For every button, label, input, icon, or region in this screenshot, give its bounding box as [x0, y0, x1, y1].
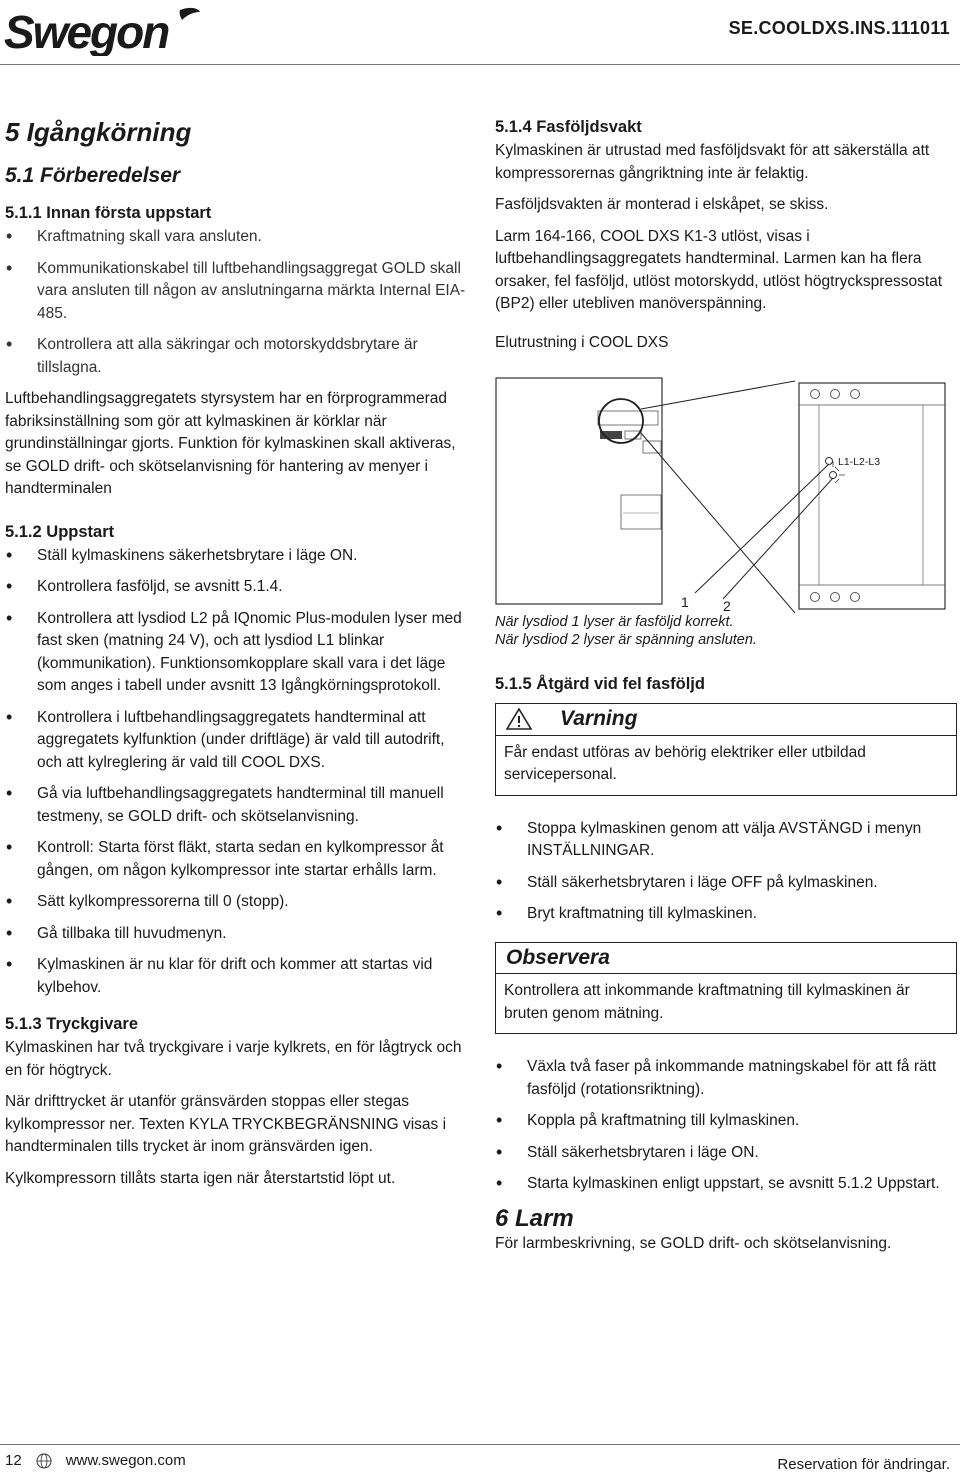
section-title-5-1: 5.1 Förberedelser [5, 164, 181, 187]
bullet-list-5-1-1 [5, 226, 467, 379]
list-item: • Sätt kylkompressorerna till 0 (stopp). [5, 891, 467, 914]
globe-icon [36, 1453, 52, 1469]
list-item: • Stoppa kylmaskinen genom att välja AVSTÄNGD i menyn INSTÄLLNINGAR. [495, 818, 957, 863]
caption-line: När lysdiod 2 lyser är spänning ansluten. [495, 632, 757, 648]
list-item: • Kraftmatning skall vara ansluten. [5, 226, 467, 249]
list-item: • Bryt kraftmatning till kylmaskinen. [495, 903, 957, 926]
cabinet-sketch [495, 363, 957, 613]
section-title-5-1-4: 5.1.4 Fasföljdsvakt [495, 118, 642, 136]
section-title-6: 6 Larm [495, 1204, 574, 1232]
list-item: • Gå via luftbehandlingsaggregatets handterminal till manuell testmeny, se GOLD drift- och skötselanvisning. [5, 783, 467, 828]
caption-line: När lysdiod 1 lyser är fasföljd korrekt. [495, 614, 734, 630]
page-number: 12 [5, 1452, 22, 1469]
warning-text: Får endast utföras av behörig elektriker eller utbildad servicepersonal. [504, 743, 866, 783]
list-item: • Ställ säkerhetsbrytaren i läge OFF på kylmaskinen. [495, 872, 957, 895]
paragraph: Fasföljdsvakten är monterad i elskåpet, se skiss. [495, 196, 829, 213]
right-column [495, 116, 957, 1264]
list-item: • Ställ säkerhetsbrytaren i läge ON. [495, 1142, 957, 1165]
note-box [495, 942, 957, 1035]
warning-box [495, 703, 957, 796]
footer-divider [0, 1444, 960, 1445]
footer-left [5, 1452, 186, 1469]
paragraph: När drifttrycket är utanför gränsvärden stoppas eller stegas kylkompressor ner. Texten KYLA TRYCKBEGRÄNSNING visas i handterminalen tills trycket är inom gränsvärden igen. [5, 1093, 447, 1155]
paragraph: Kylkompressorn tillåts starta igen när återstartstid löpt ut. [5, 1169, 396, 1187]
warning-triangle-icon [506, 708, 532, 730]
list-item: • Växla två faser på inkommande matningskabel för att få rätt fasföljd (rotationsriktning). [495, 1056, 957, 1101]
list-item: • Kontrollera att alla säkringar och motorskyddsbrytare är tillslagna. [5, 334, 467, 379]
electrical-cabinet-figure [495, 363, 957, 613]
footer-disclaimer: Reservation för ändringar. [777, 1456, 950, 1473]
document-code: SE.COOLDXS.INS.111011 [728, 18, 950, 38]
paragraph: Kylmaskinen är utrustad med fasföljdsvakt för att säkerställa att kompressorernas gångriktning inte är felaktig. [495, 142, 930, 182]
swegon-logo [4, 4, 204, 56]
note-text: Kontrollera att inkommande kraftmatning till kylmaskinen är bruten genom mätning. [504, 982, 910, 1022]
list-item: • Starta kylmaskinen enligt uppstart, se avsnitt 5.1.2 Uppstart. [495, 1173, 957, 1196]
callout-1: 1 [681, 594, 689, 610]
list-item: • Kontrollera att lysdiod L2 på IQnomic Plus-modulen lyser med fast sken (matning 24 V), och att lysdiod L1 blinkar (kommunikation). Funktionsomkopplare skall vara i det läge som anges i tabell under avsnitt 13 Igångkörningsprotokoll. [5, 608, 467, 698]
section-title-5-1-2: 5.1.2 Uppstart [5, 522, 115, 541]
paragraph: För larmbeskrivning, se GOLD drift- och skötselanvisning. [495, 1234, 892, 1252]
list-item: • Koppla på kraftmatning till kylmaskinen. [495, 1110, 957, 1133]
section-title-5: 5 Igångkörning [5, 117, 192, 147]
bullet-list-5-1-5-a [495, 818, 957, 926]
section-title-5-1-5: 5.1.5 Åtgärd vid fel fasföljd [495, 675, 705, 693]
paragraph: Kylmaskinen har två tryckgivare i varje kylkrets, en för lågtryck och en för högtryck. [5, 1039, 462, 1079]
brand-wordmark: Swegon [4, 6, 169, 56]
figure-caption [495, 613, 957, 649]
list-item: • Kontrollera fasföljd, se avsnitt 5.1.4. [5, 576, 467, 599]
device-phase-label: L1-L2-L3 [838, 456, 881, 468]
header-divider [0, 64, 960, 65]
list-item: • Kommunikationskabel till luftbehandlingsaggregat GOLD skall vara ansluten till någon av anslutningarna märkta Internal EIA-485. [5, 258, 467, 326]
left-column [5, 116, 467, 1199]
list-item: • Kontrollera i luftbehandlingsaggregatets handterminal att aggregatets kylfunktion (under driftläge) är vald till autodrift, och att kylreglering är vald till COOL DXS. [5, 707, 467, 775]
list-item: • Ställ kylmaskinens säkerhetsbrytare i läge ON. [5, 545, 467, 568]
list-item: • Kylmaskinen är nu klar för drift och kommer att startas vid kylbehov. [5, 954, 467, 999]
list-item: • Gå tillbaka till huvudmenyn. [5, 923, 467, 946]
paragraph: Larm 164-166, COOL DXS K1-3 utlöst, visas i luftbehandlingsaggregatets handterminal. Larmen kan ha flera orsaker, fel fasföljd, utlöst motorskydd, utlöst högtryckspressostat (BP2) eller utebliven manöverspänning. [495, 227, 943, 312]
list-item: • Kontroll: Starta först fläkt, starta sedan en kylkompressor åt gången, om någon kylkompressor inte startar erhålls larm. [5, 837, 467, 882]
bullet-list-5-1-2 [5, 545, 467, 1000]
figure-title: Elutrustning i COOL DXS [495, 333, 669, 351]
warning-title: Varning [560, 707, 638, 730]
section-title-5-1-3: 5.1.3 Tryckgivare [5, 1015, 139, 1033]
note-title: Observera [506, 945, 610, 969]
section-title-5-1-1: 5.1.1 Innan första uppstart [5, 204, 212, 222]
callout-2: 2 [723, 598, 731, 614]
bullet-list-5-1-5-b [495, 1056, 957, 1196]
paragraph: Luftbehandlingsaggregatets styrsystem har en förprogrammerad fabriksinställning som gör att kylmaskinen är körklar när grundinställningar gjorts. Funktion för kylmaskinen skall aktiveras, se GOLD drift- och skötselanvisning för hantering av menyer i handterminalen [5, 390, 456, 497]
website-link[interactable]: www.swegon.com [65, 1452, 186, 1469]
